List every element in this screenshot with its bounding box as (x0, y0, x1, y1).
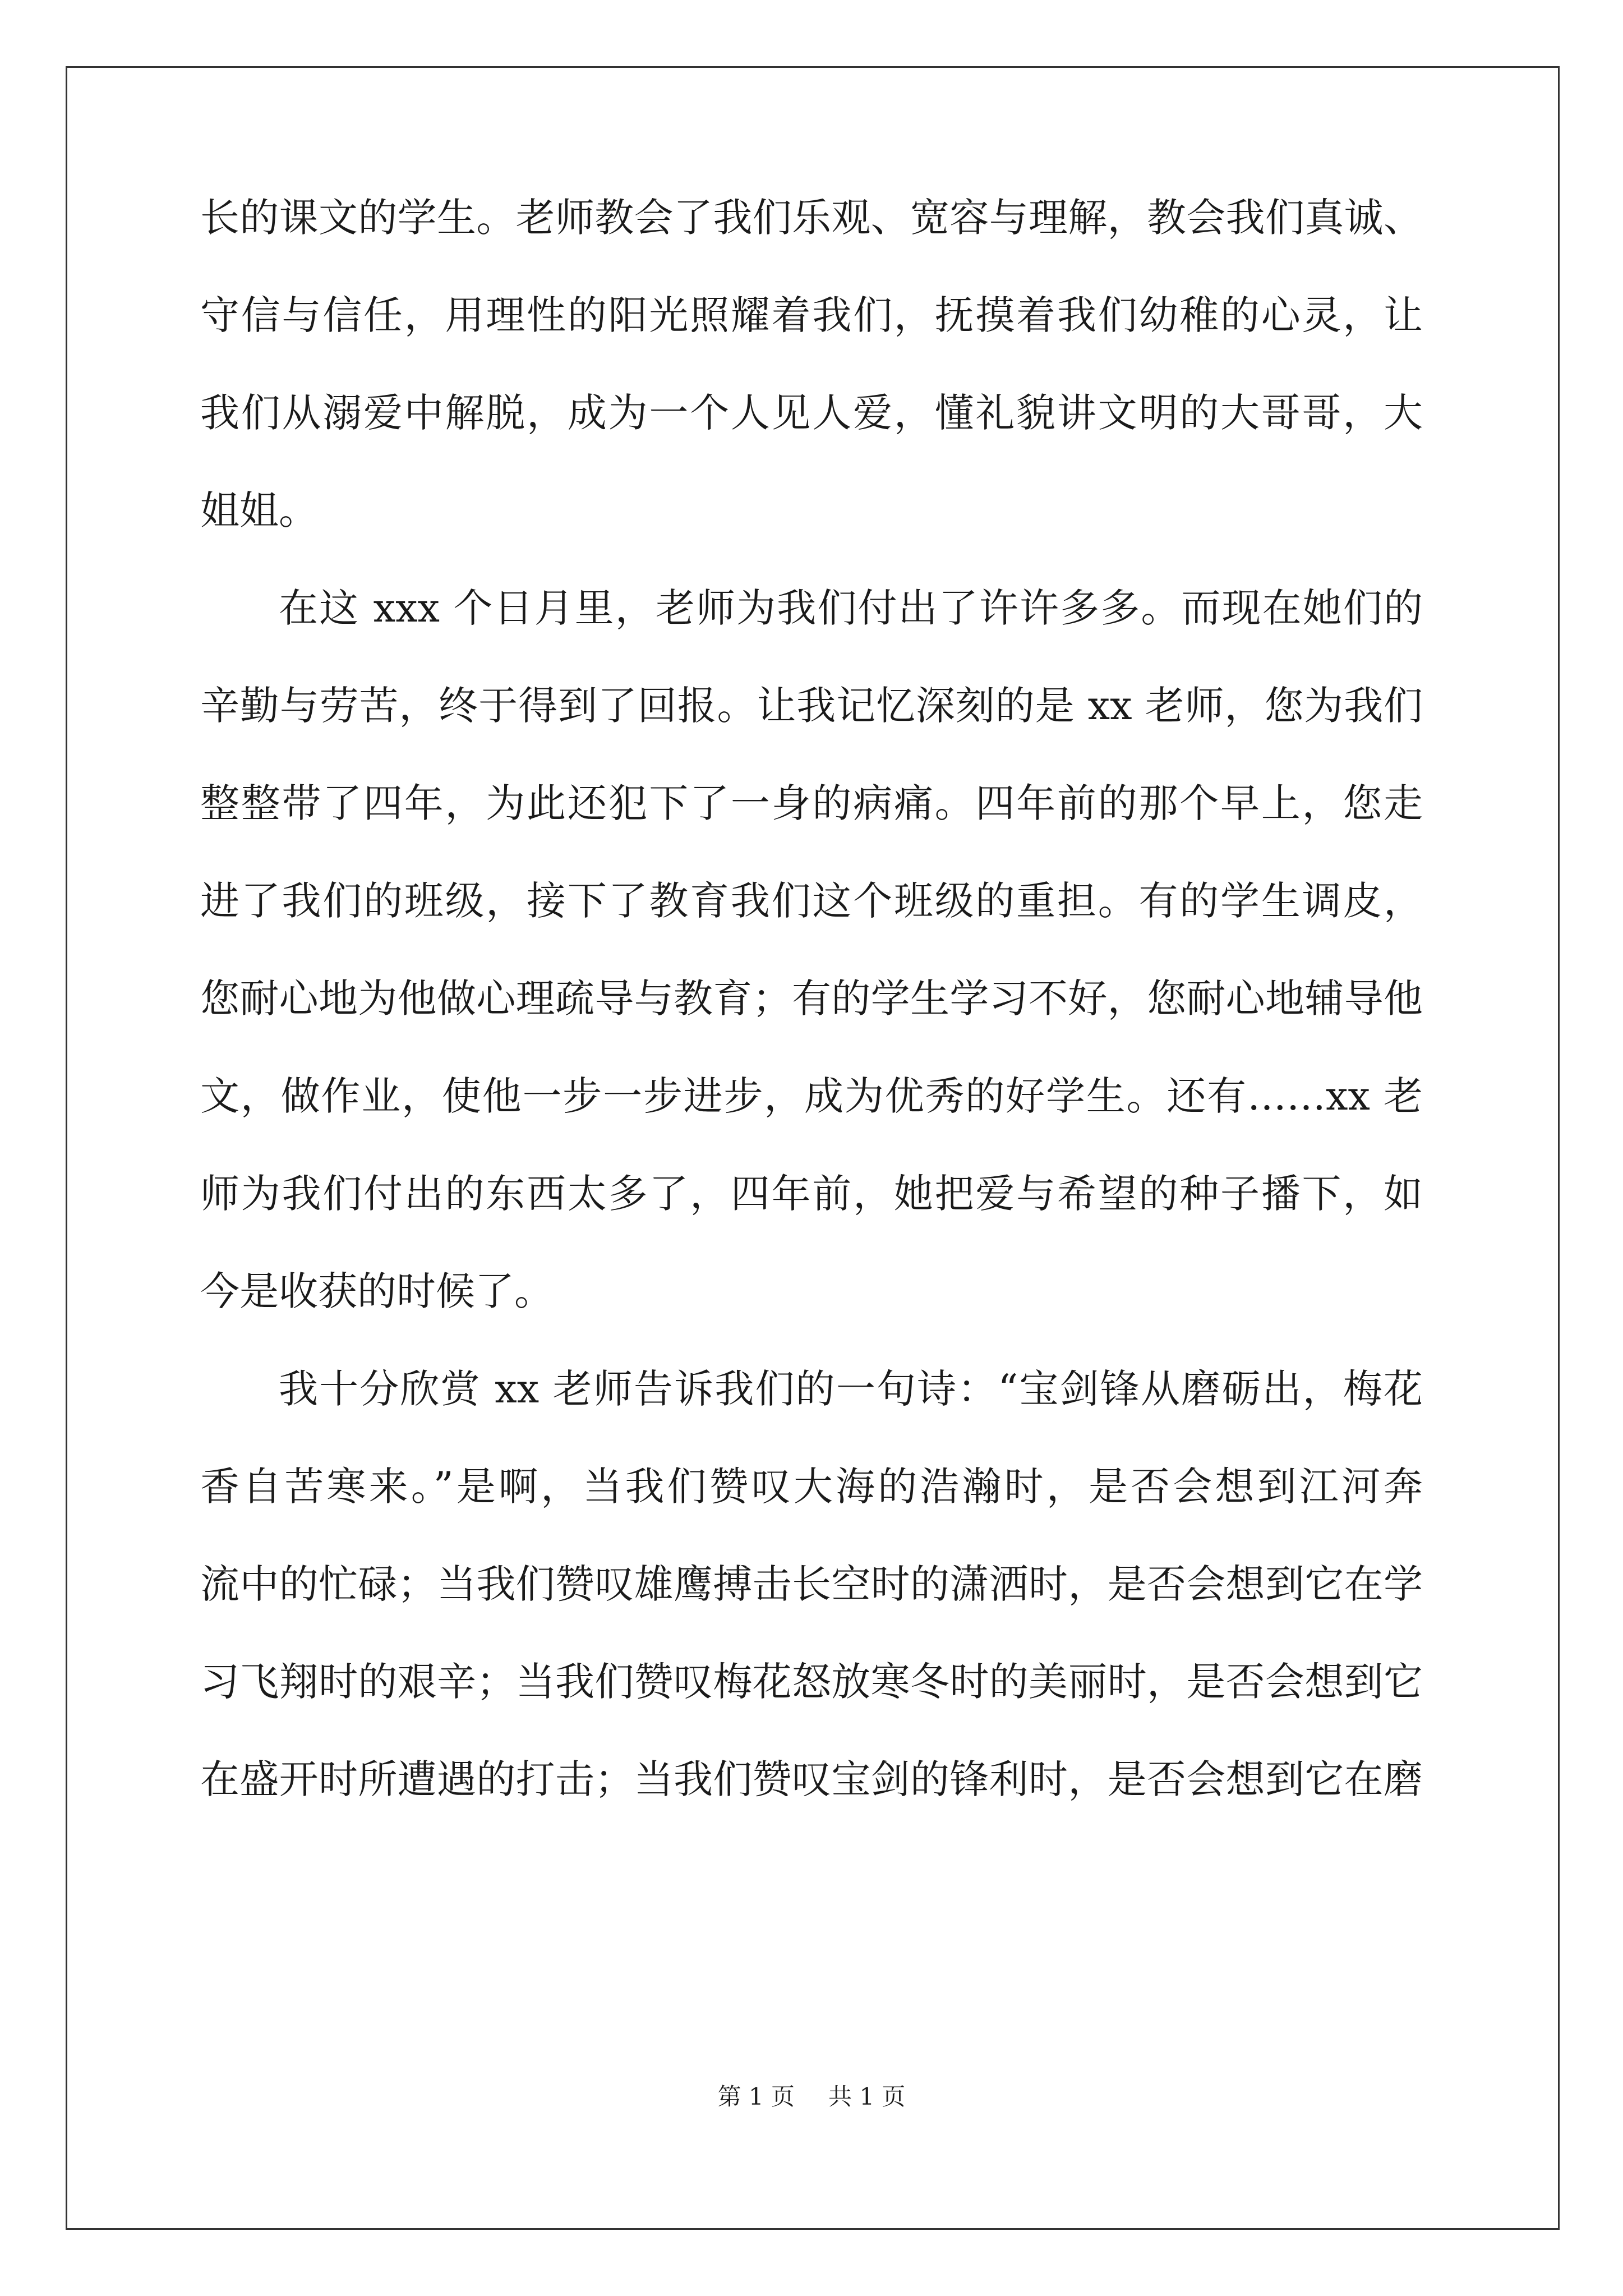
paragraph-line: 我十分欣赏 xx 老师告诉我们的一句诗：“宝剑锋从磨砺出，梅花 (279, 1366, 1423, 1412)
paragraph-line: 长的课文的学生。老师教会了我们乐观、宽容与理解，教会我们真诚、 (200, 195, 1423, 241)
page-footer (0, 2080, 1623, 2114)
paragraph-line: 整整带了四年，为此还犯下了一身的病痛。四年前的那个早上，您走 (200, 780, 1423, 826)
paragraph-line: 在盛开时所遭遇的打击；当我们赞叹宝剑的锋利时，是否会想到它在磨 (200, 1756, 1423, 1802)
paragraph-line: 流中的忙碌；当我们赞叹雄鹰搏击长空时的潇洒时，是否会想到它在学 (200, 1561, 1423, 1607)
paragraph-line: 文，做作业，使他一步一步进步，成为优秀的好学生。还有……xx 老 (200, 1073, 1423, 1119)
paragraph-line: 守信与信任，用理性的阳光照耀着我们，抚摸着我们幼稚的心灵，让 (200, 292, 1423, 338)
paragraph-line: 您耐心地为他做心理疏导与教育；有的学生学习不好，您耐心地辅导他 (200, 976, 1423, 1022)
page-number: 第 1 页 (717, 2083, 795, 2110)
paragraph-line: 今是收获的时候了。 (200, 1268, 554, 1314)
paragraph-line: 辛勤与劳苦，终于得到了回报。让我记忆深刻的是 xx 老师，您为我们 (200, 683, 1423, 729)
paragraph-line: 师为我们付出的东西太多了，四年前，她把爱与希望的种子播下，如 (200, 1171, 1423, 1217)
paragraph-line: 香自苦寒来。”是啊，当我们赞叹大海的浩瀚时，是否会想到江河奔 (200, 1464, 1423, 1510)
paragraph-line: 姐姐。 (200, 487, 318, 533)
paragraph-line: 我们从溺爱中解脱，成为一个人见人爱，懂礼貌讲文明的大哥哥，大 (200, 390, 1423, 436)
paragraph-line: 在这 xxx 个日月里，老师为我们付出了许许多多。而现在她们的 (279, 585, 1423, 631)
paragraph-line: 习飞翔时的艰辛；当我们赞叹梅花怒放寒冬时的美丽时，是否会想到它 (200, 1659, 1423, 1705)
page-total: 共 1 页 (828, 2083, 906, 2110)
paragraph-line: 进了我们的班级，接下了教育我们这个班级的重担。有的学生调皮， (200, 878, 1423, 924)
